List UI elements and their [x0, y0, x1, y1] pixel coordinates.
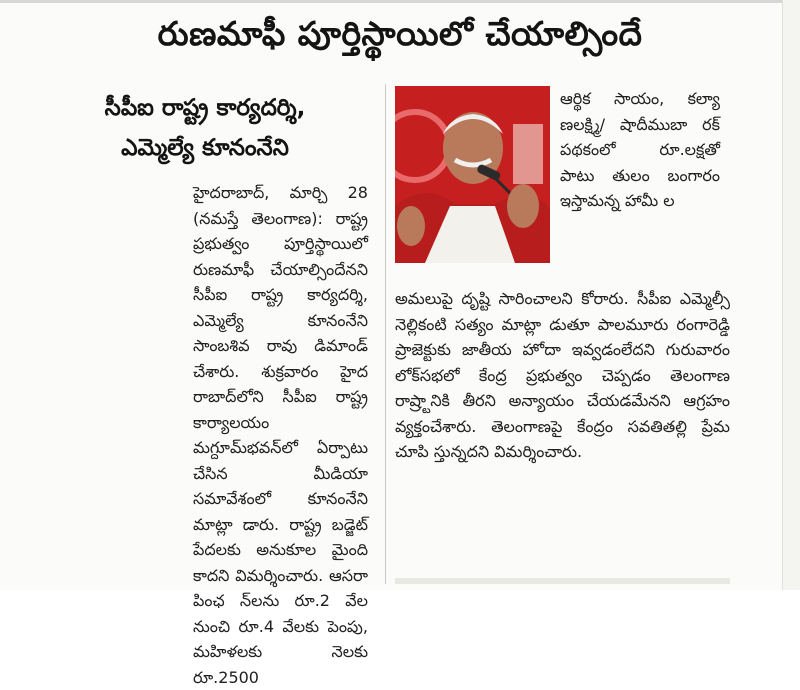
speaker-hand [507, 184, 539, 228]
subhead-line-2: ఎమ్మెల్యే కూనంనేని [121, 135, 289, 161]
headline: రుణమాఫీ పూర్తిస్థాయిలో చేయాల్సిందే [157, 14, 643, 53]
bottom-strip [395, 578, 730, 584]
speaker-photo-illustration [395, 86, 550, 263]
left-column-paragraph: హైదరాబాద్, మార్చి 28 (నమస్తే తెలంగాణ): రాష్ట్ర ప్రభుత్వం పూర్తిస్థాయిలో రుణమాఫీ చేయాల్సిందేనని సీపీఐ రాష్ట్ర కార్యదర్శి, ఎమ్మెల్యే కూనంనేని సాంబశివ రావు డిమాండ్ చేశారు. శుక్రవారం హైద రాబాద్‌లోని సీపీఐ రాష్ట్ర కార్యాలయం మగ్దూమ్‌భవన్‌లో ఏర్పాటు చేసిన మీడియా సమావేశంలో కూనంనేని మాట్లా డారు. రాష్ట్ర బడ్జెట్ పేదలకు అనుకూల మైంది కాదని విమర్శించారు. ఆసరా పింఛ న్‌లను రూ.2 వేల నుంచి రూ.4 వేలకు పెంపు, మహిళలకు నెలకు రూ.2500 [193, 183, 368, 687]
column-divider [385, 84, 386, 584]
left-column [193, 180, 368, 690]
subheadline [40, 88, 370, 168]
right-column-paragraph: అమలుపై దృష్టి సారించాలని కోరారు. సీపీఐ ఎమ్మెల్సీ నెల్లికంటి సత్యం మాట్లా డుతూ పాలమూరు రంగారెడ్డి ప్రాజెక్టుకు జాతీయ హోదా ఇవ్వడంలేదని గురువారం లోక్‌సభలో కేంద్ర ప్రభుత్వం చెప్పడం తెలంగాణ రాష్ర్టానికి తీరని అన్యాయం చేయడమేనని ఆగ్రహం వ్యక్తంచేశారు. తెలంగాణపై కేంద్రం సవతితల్లి ప్రేమ చూపి స్తున్నదని విమర్శించారు. [395, 289, 730, 461]
right-column-top-paragraph: ఆర్థిక సాయం, కల్యా ణలక్ష్మి/ షాదీముబా రక్ పథకంలో రూ.లక్షతో పాటు తులం బంగారం ఇస్తామన్న హామీ ల [560, 89, 720, 210]
backdrop-banner [513, 124, 543, 184]
speaker-photo [395, 86, 550, 263]
top-rule [0, 0, 800, 3]
page-edge [782, 0, 800, 590]
right-column [395, 286, 730, 465]
speaker-left-hand [397, 206, 425, 246]
right-column-top [560, 86, 720, 214]
subhead-line-1: సీపీఐ రాష్ట్ర కార్యదర్శి, [104, 95, 306, 121]
